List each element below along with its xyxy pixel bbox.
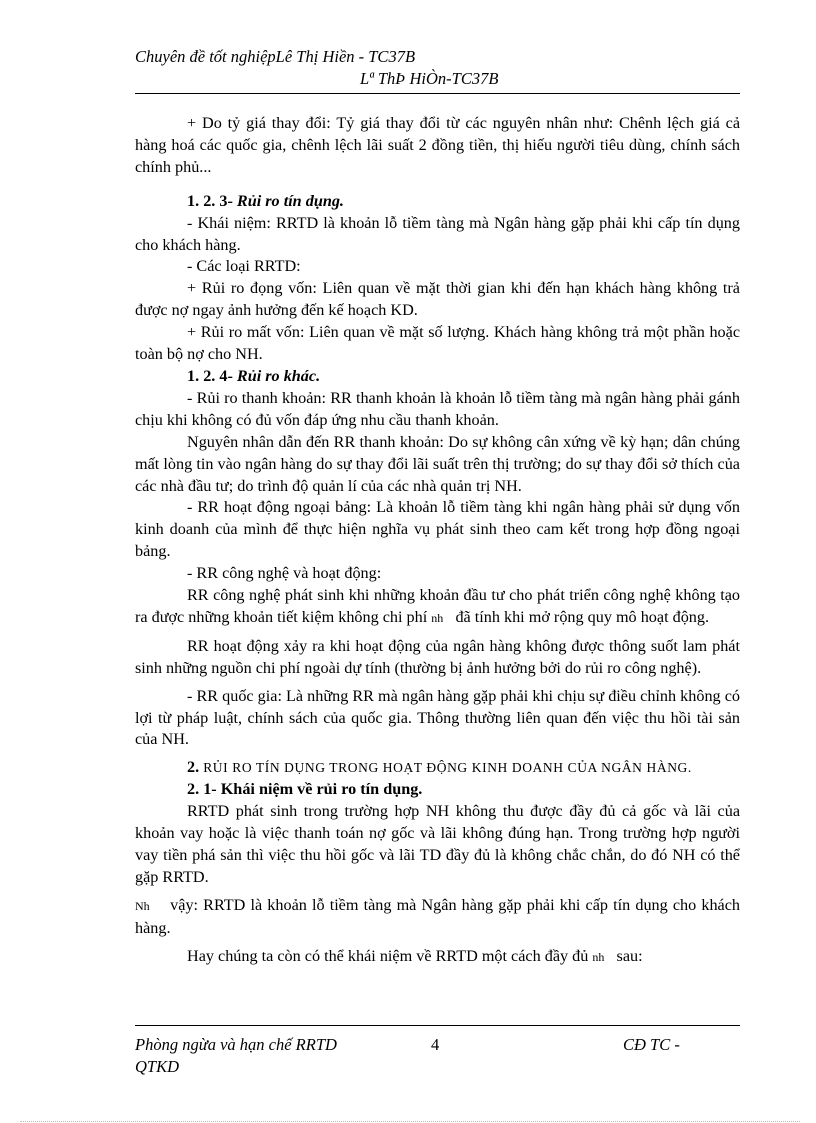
footer-rule (135, 1025, 740, 1026)
section-heading-2: 2. RỦI RO TÍN DỤNG TRONG HOẠT ĐỘNG KINH DOANH CỦA NGÂN HÀNG. (187, 758, 692, 777)
footer-left-2: QTKD (135, 1057, 180, 1076)
header-title: Chuyên đề tốt nghiệpLê Thị Hiền - TC37B (135, 47, 416, 66)
header-author: Lª ThÞ HiÒn-TC37B (360, 69, 499, 88)
paragraph: - RR quốc gia: Là những RR mà ngân hàng gặp phải khi chịu sự điều chỉnh không có lợi từ pháp luật, chính sách của quốc gia. Thông thường liên quan đến việc thu hồi tài sản của NH. (135, 686, 740, 749)
paragraph: - RR công nghệ và hoạt động: (187, 564, 382, 583)
section-heading-1-2-3: 1. 2. 3- Rủi ro tín dụng. (187, 191, 344, 210)
paragraph: Nh vậy: RRTD là khoản lỗ tiềm tàng mà Ngân hàng gặp phải khi cấp tín dụng cho khách hàng. (135, 895, 740, 937)
paragraph: + Rủi ro đọng vốn: Liên quan về mặt thời gian khi đến hạn khách hàng không trả được nợ ngay ảnh hưởng đến kế hoạch KD. (135, 279, 740, 320)
paragraph: RR hoạt động xảy ra khi hoạt động của ngân hàng không được thông suốt lam phát sinh những nguồn chi phí ngoài dự tính (thường bị ảnh hưởng bởi do rủi ro công nghệ). (135, 636, 740, 677)
footer-right: CĐ TC - (623, 1035, 680, 1054)
paragraph: Nguyên nhân dẫn đến RR thanh khoản: Do sự không cân xứng về kỳ hạn; dân chúng mất lòng tin vào ngân hàng do sự thay đổi lãi suất trên thị trường; do sự thay đổi sở thích của các nhà đầu tư; do trình độ quản lí của các nhà quản trị NH. (135, 432, 740, 495)
footer-left: Phòng ngừa và hạn chế RRTD (135, 1035, 337, 1054)
paragraph: + Do tỷ giá thay đổi: Tỷ giá thay đổi từ các nguyên nhân như: Chênh lệch giá cả hàng hoá các quốc gia, chênh lệch lãi suất 2 đồng tiền, thị hiếu người tiêu dùng, chính sách chính phủ... (135, 114, 740, 176)
paragraph: + Rủi ro mất vốn: Liên quan về mặt số lượng. Khách hàng không trả một phần hoặc toàn bộ nợ cho NH. (135, 323, 740, 364)
paragraph: RR công nghệ phát sinh khi những khoản đầu tư cho phát triển công nghệ không tạo ra được những khoản tiết kiệm không chi phí nh đã tính khi mở rộng quy mô hoạt động. (135, 586, 740, 626)
document-body (135, 113, 740, 969)
section-heading-1-2-4: 1. 2. 4- Rủi ro khác. (187, 366, 321, 385)
paragraph: - RR hoạt động ngoại bảng: Là khoản lỗ tiềm tàng khi ngân hàng phải sử dụng vốn kinh doanh của mình để thực hiện nghĩa vụ phát sinh theo cam kết trong hợp đồng ngoại bảng. (135, 498, 740, 561)
paragraph: - Rủi ro thanh khoản: RR thanh khoản là khoản lỗ tiềm tàng mà ngân hàng phải gánh chịu khi không có đủ vốn đáp ứng nhu cầu thanh khoản. (135, 388, 740, 429)
section-heading-2-1: 2. 1- Khái niệm về rủi ro tín dụng. (187, 780, 423, 799)
paragraph: - Các loại RRTD: (187, 257, 301, 276)
page-edge (20, 1121, 800, 1122)
paragraph: - Khái niệm: RRTD là khoản lỗ tiềm tàng mà Ngân hàng gặp phải khi cấp tín dụng cho khách hàng. (135, 213, 740, 254)
page-number: 4 (431, 1035, 440, 1054)
header-rule (135, 93, 740, 94)
paragraph: Hay chúng ta còn có thể khái niệm về RRTD một cách đầy đủ nh sau: (187, 946, 643, 965)
paragraph: RRTD phát sinh trong trường hợp NH không thu được đầy đủ cả gốc và lãi của khoản vay hoặc là việc thanh toán nợ gốc và lãi không đúng hạn. Trong trường hợp người vay tiền phá sản thì việc thu hồi gốc và lãi TD đầy đủ là không chắc chắn, do đó NH có thể gặp RRTD. (135, 802, 740, 886)
